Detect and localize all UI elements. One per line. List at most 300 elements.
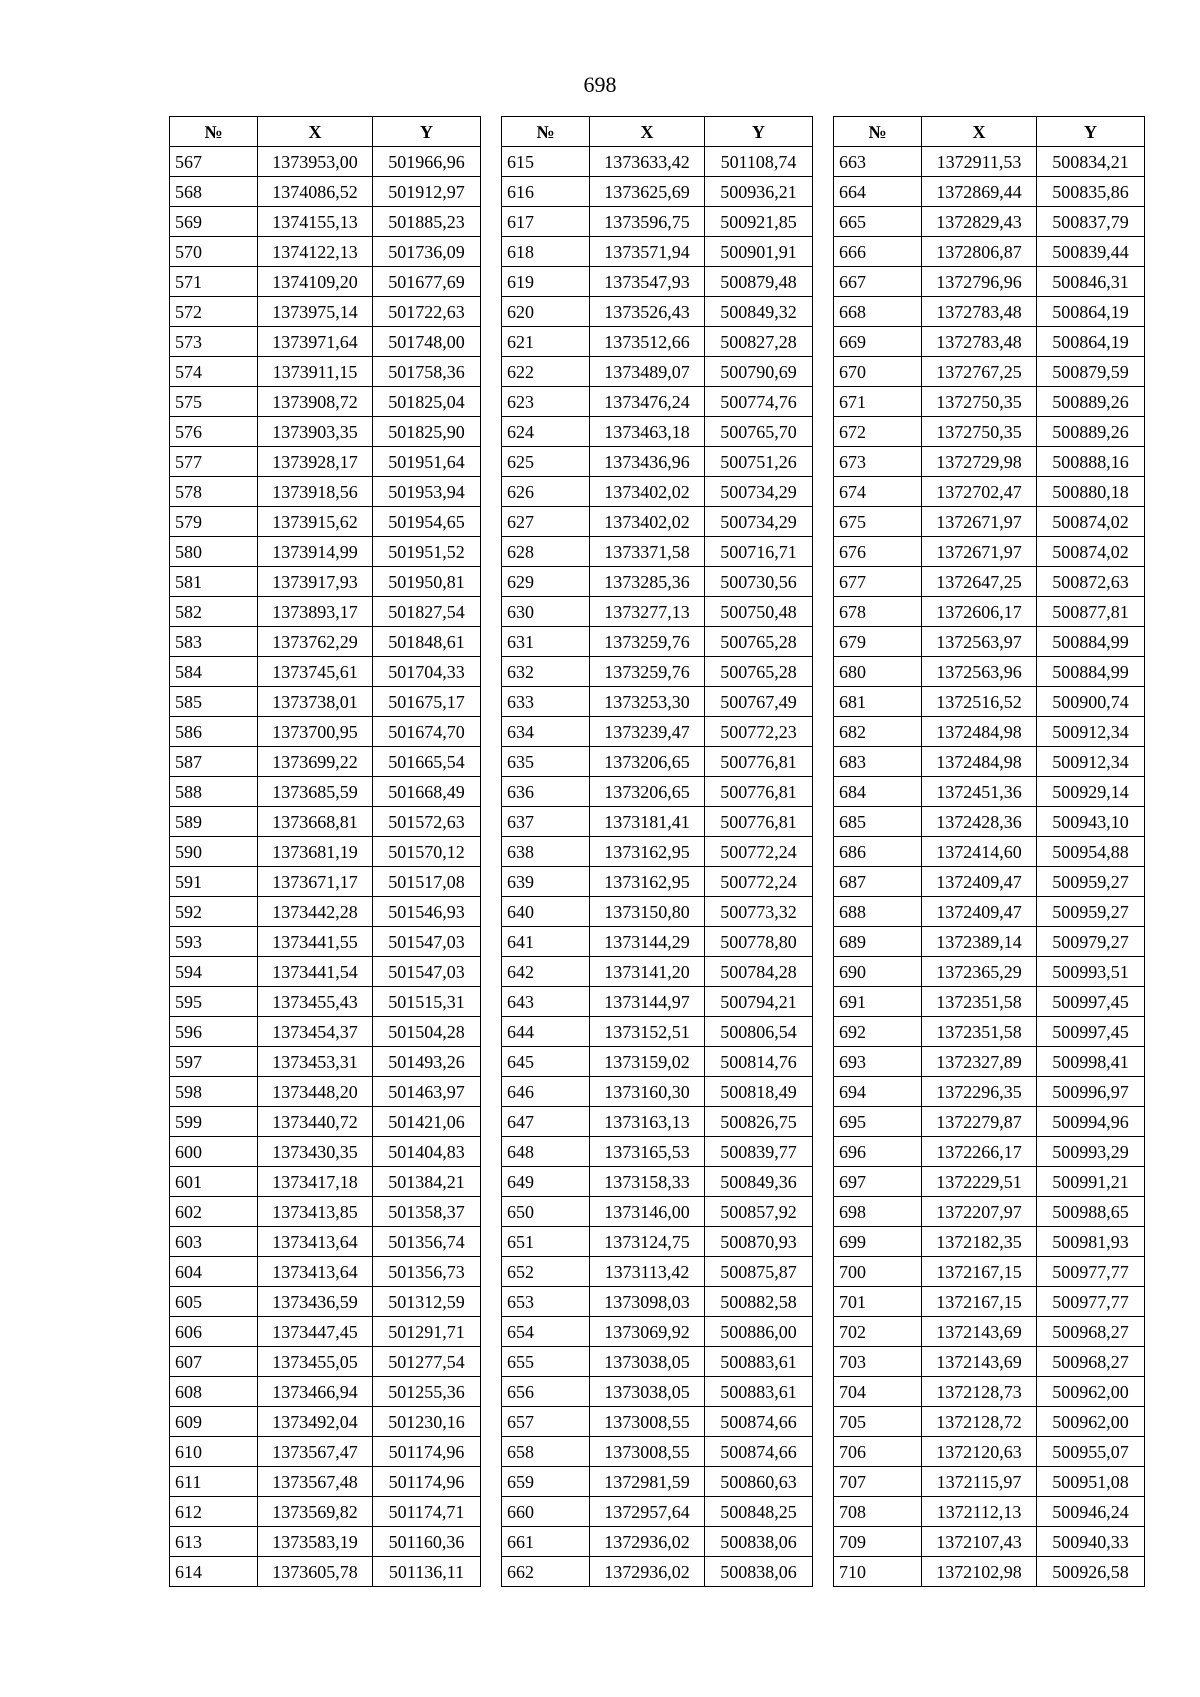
cell-y: 500767,49 xyxy=(705,687,813,717)
cell-num: 586 xyxy=(170,717,258,747)
cell-x: 1373163,13 xyxy=(590,1107,705,1137)
cell-x: 1373914,99 xyxy=(258,537,373,567)
cell-y: 500864,19 xyxy=(1037,327,1145,357)
cell-y: 500994,96 xyxy=(1037,1107,1145,1137)
table-row xyxy=(502,327,813,357)
cell-y: 500901,91 xyxy=(705,237,813,267)
cell-y: 500778,80 xyxy=(705,927,813,957)
table-row xyxy=(170,1347,481,1377)
table-row xyxy=(834,1497,1145,1527)
cell-x: 1372911,53 xyxy=(922,147,1037,177)
cell-x: 1373417,18 xyxy=(258,1167,373,1197)
cell-y: 500900,74 xyxy=(1037,687,1145,717)
cell-y: 501108,74 xyxy=(705,147,813,177)
cell-x: 1373371,58 xyxy=(590,537,705,567)
cell-num: 686 xyxy=(834,837,922,867)
table-row xyxy=(170,447,481,477)
table-row xyxy=(170,747,481,777)
cell-y: 500998,41 xyxy=(1037,1047,1145,1077)
cell-x: 1373915,62 xyxy=(258,507,373,537)
cell-y: 500790,69 xyxy=(705,357,813,387)
cell-y: 500814,76 xyxy=(705,1047,813,1077)
cell-x: 1372296,35 xyxy=(922,1077,1037,1107)
cell-x: 1372409,47 xyxy=(922,867,1037,897)
cell-x: 1372516,52 xyxy=(922,687,1037,717)
table-row xyxy=(502,1527,813,1557)
cell-y: 500751,26 xyxy=(705,447,813,477)
cell-num: 642 xyxy=(502,957,590,987)
table-row xyxy=(170,1167,481,1197)
cell-y: 500981,93 xyxy=(1037,1227,1145,1257)
cell-x: 1372143,69 xyxy=(922,1347,1037,1377)
cell-x: 1372115,97 xyxy=(922,1467,1037,1497)
cell-num: 574 xyxy=(170,357,258,387)
table-row xyxy=(502,1437,813,1467)
cell-y: 500776,81 xyxy=(705,777,813,807)
cell-x: 1373512,66 xyxy=(590,327,705,357)
cell-num: 596 xyxy=(170,1017,258,1047)
cell-y: 500993,29 xyxy=(1037,1137,1145,1167)
table-row xyxy=(834,627,1145,657)
cell-x: 1373699,22 xyxy=(258,747,373,777)
cell-y: 500959,27 xyxy=(1037,897,1145,927)
cell-num: 611 xyxy=(170,1467,258,1497)
cell-x: 1372869,44 xyxy=(922,177,1037,207)
cell-y: 501953,94 xyxy=(373,477,481,507)
cell-num: 605 xyxy=(170,1287,258,1317)
cell-num: 607 xyxy=(170,1347,258,1377)
cell-y: 500839,77 xyxy=(705,1137,813,1167)
cell-y: 500765,28 xyxy=(705,657,813,687)
cell-num: 677 xyxy=(834,567,922,597)
cell-y: 500879,48 xyxy=(705,267,813,297)
table-row xyxy=(834,387,1145,417)
cell-y: 500884,99 xyxy=(1037,627,1145,657)
cell-num: 651 xyxy=(502,1227,590,1257)
cell-x: 1372750,35 xyxy=(922,417,1037,447)
cell-x: 1373277,13 xyxy=(590,597,705,627)
cell-x: 1372750,35 xyxy=(922,387,1037,417)
cell-x: 1373146,00 xyxy=(590,1197,705,1227)
cell-x: 1373633,42 xyxy=(590,147,705,177)
cell-num: 591 xyxy=(170,867,258,897)
cell-y: 501515,31 xyxy=(373,987,481,1017)
cell-num: 579 xyxy=(170,507,258,537)
cell-y: 501384,21 xyxy=(373,1167,481,1197)
cell-num: 682 xyxy=(834,717,922,747)
cell-y: 501736,09 xyxy=(373,237,481,267)
cell-x: 1373162,95 xyxy=(590,867,705,897)
cell-y: 500874,02 xyxy=(1037,537,1145,567)
cell-x: 1373466,94 xyxy=(258,1377,373,1407)
cell-y: 501848,61 xyxy=(373,627,481,657)
cell-x: 1372796,96 xyxy=(922,267,1037,297)
table-row xyxy=(170,1287,481,1317)
cell-y: 500996,97 xyxy=(1037,1077,1145,1107)
cell-y: 500774,76 xyxy=(705,387,813,417)
cell-x: 1373413,64 xyxy=(258,1227,373,1257)
table-row xyxy=(170,537,481,567)
cell-num: 658 xyxy=(502,1437,590,1467)
cell-y: 501704,33 xyxy=(373,657,481,687)
coordinate-table-2 xyxy=(501,116,813,1587)
table-row xyxy=(834,1527,1145,1557)
cell-y: 500886,00 xyxy=(705,1317,813,1347)
cell-num: 690 xyxy=(834,957,922,987)
table-row xyxy=(502,807,813,837)
cell-x: 1373160,30 xyxy=(590,1077,705,1107)
cell-num: 656 xyxy=(502,1377,590,1407)
cell-num: 647 xyxy=(502,1107,590,1137)
cell-x: 1373008,55 xyxy=(590,1437,705,1467)
cell-y: 501758,36 xyxy=(373,357,481,387)
cell-x: 1373453,31 xyxy=(258,1047,373,1077)
cell-x: 1373605,78 xyxy=(258,1557,373,1587)
cell-num: 606 xyxy=(170,1317,258,1347)
cell-y: 501404,83 xyxy=(373,1137,481,1167)
cell-y: 500968,27 xyxy=(1037,1317,1145,1347)
table-row xyxy=(502,357,813,387)
cell-num: 662 xyxy=(502,1557,590,1587)
cell-x: 1372229,51 xyxy=(922,1167,1037,1197)
cell-x: 1373152,51 xyxy=(590,1017,705,1047)
table-row xyxy=(170,717,481,747)
cell-x: 1372112,13 xyxy=(922,1497,1037,1527)
table-row xyxy=(170,837,481,867)
table-row xyxy=(502,1227,813,1257)
table-row xyxy=(170,1227,481,1257)
cell-x: 1372167,15 xyxy=(922,1257,1037,1287)
table-row xyxy=(834,177,1145,207)
table-row xyxy=(170,597,481,627)
table-row xyxy=(502,1167,813,1197)
table-row xyxy=(170,477,481,507)
cell-num: 643 xyxy=(502,987,590,1017)
table-row xyxy=(834,447,1145,477)
cell-x: 1372143,69 xyxy=(922,1317,1037,1347)
cell-y: 500734,29 xyxy=(705,477,813,507)
cell-num: 671 xyxy=(834,387,922,417)
table-row xyxy=(502,1047,813,1077)
cell-y: 500772,24 xyxy=(705,867,813,897)
table-row xyxy=(502,1467,813,1497)
cell-x: 1373918,56 xyxy=(258,477,373,507)
cell-x: 1373685,59 xyxy=(258,777,373,807)
table-row xyxy=(170,177,481,207)
table-row xyxy=(834,1047,1145,1077)
cell-y: 500765,70 xyxy=(705,417,813,447)
cell-num: 629 xyxy=(502,567,590,597)
table-row xyxy=(834,147,1145,177)
cell-y: 501954,65 xyxy=(373,507,481,537)
cell-num: 701 xyxy=(834,1287,922,1317)
cell-num: 582 xyxy=(170,597,258,627)
table-row xyxy=(170,1137,481,1167)
table-row xyxy=(170,1437,481,1467)
cell-num: 685 xyxy=(834,807,922,837)
table-row xyxy=(502,597,813,627)
cell-y: 500806,54 xyxy=(705,1017,813,1047)
cell-y: 500883,61 xyxy=(705,1347,813,1377)
table-row xyxy=(834,1347,1145,1377)
cell-x: 1372182,35 xyxy=(922,1227,1037,1257)
table-row xyxy=(170,1047,481,1077)
cell-num: 585 xyxy=(170,687,258,717)
cell-num: 608 xyxy=(170,1377,258,1407)
table-row xyxy=(502,237,813,267)
table-row xyxy=(170,1527,481,1557)
cell-y: 500839,44 xyxy=(1037,237,1145,267)
cell-y: 500838,06 xyxy=(705,1557,813,1587)
cell-num: 661 xyxy=(502,1527,590,1557)
cell-x: 1372414,60 xyxy=(922,837,1037,867)
table-row xyxy=(170,1377,481,1407)
cell-num: 601 xyxy=(170,1167,258,1197)
cell-x: 1374122,13 xyxy=(258,237,373,267)
cell-num: 589 xyxy=(170,807,258,837)
cell-x: 1372389,14 xyxy=(922,927,1037,957)
cell-y: 500921,85 xyxy=(705,207,813,237)
cell-num: 709 xyxy=(834,1527,922,1557)
cell-num: 573 xyxy=(170,327,258,357)
table-row xyxy=(502,537,813,567)
cell-x: 1373441,55 xyxy=(258,927,373,957)
cell-y: 501885,23 xyxy=(373,207,481,237)
cell-num: 584 xyxy=(170,657,258,687)
cell-num: 637 xyxy=(502,807,590,837)
table-row xyxy=(170,1017,481,1047)
cell-x: 1374109,20 xyxy=(258,267,373,297)
cell-y: 500716,71 xyxy=(705,537,813,567)
cell-y: 501255,36 xyxy=(373,1377,481,1407)
cell-num: 619 xyxy=(502,267,590,297)
table-row xyxy=(834,657,1145,687)
cell-num: 644 xyxy=(502,1017,590,1047)
cell-num: 602 xyxy=(170,1197,258,1227)
table-row xyxy=(502,1497,813,1527)
table-row xyxy=(170,1107,481,1137)
cell-num: 655 xyxy=(502,1347,590,1377)
table-row xyxy=(502,147,813,177)
table-row xyxy=(502,1137,813,1167)
table-row xyxy=(834,297,1145,327)
cell-num: 699 xyxy=(834,1227,922,1257)
cell-x: 1372783,48 xyxy=(922,297,1037,327)
header-x: X xyxy=(590,117,705,147)
cell-x: 1373402,02 xyxy=(590,477,705,507)
cell-y: 500784,28 xyxy=(705,957,813,987)
cell-x: 1372702,47 xyxy=(922,477,1037,507)
cell-x: 1372783,48 xyxy=(922,327,1037,357)
table-row xyxy=(834,1227,1145,1257)
table-row xyxy=(834,357,1145,387)
cell-num: 617 xyxy=(502,207,590,237)
cell-x: 1373454,37 xyxy=(258,1017,373,1047)
table-header-row xyxy=(834,117,1145,147)
cell-x: 1372829,43 xyxy=(922,207,1037,237)
cell-num: 578 xyxy=(170,477,258,507)
table-row xyxy=(834,477,1145,507)
table-row xyxy=(170,507,481,537)
table-row xyxy=(834,267,1145,297)
table-row xyxy=(502,957,813,987)
cell-num: 587 xyxy=(170,747,258,777)
cell-num: 679 xyxy=(834,627,922,657)
table-row xyxy=(170,147,481,177)
table-row xyxy=(502,1017,813,1047)
cell-num: 665 xyxy=(834,207,922,237)
cell-num: 622 xyxy=(502,357,590,387)
cell-y: 500888,16 xyxy=(1037,447,1145,477)
table-row xyxy=(170,1317,481,1347)
cell-num: 594 xyxy=(170,957,258,987)
cell-y: 500940,33 xyxy=(1037,1527,1145,1557)
cell-num: 630 xyxy=(502,597,590,627)
cell-y: 501722,63 xyxy=(373,297,481,327)
header-y: Y xyxy=(1037,117,1145,147)
cell-x: 1373008,55 xyxy=(590,1407,705,1437)
cell-num: 575 xyxy=(170,387,258,417)
cell-y: 500837,79 xyxy=(1037,207,1145,237)
table-row xyxy=(834,1197,1145,1227)
cell-num: 708 xyxy=(834,1497,922,1527)
cell-y: 500951,08 xyxy=(1037,1467,1145,1497)
cell-y: 501463,97 xyxy=(373,1077,481,1107)
table-row xyxy=(834,837,1145,867)
cell-x: 1373571,94 xyxy=(590,237,705,267)
cell-num: 599 xyxy=(170,1107,258,1137)
cell-num: 603 xyxy=(170,1227,258,1257)
cell-y: 501825,90 xyxy=(373,417,481,447)
cell-y: 501160,36 xyxy=(373,1527,481,1557)
cell-x: 1373567,48 xyxy=(258,1467,373,1497)
table-row xyxy=(170,567,481,597)
cell-x: 1373402,02 xyxy=(590,507,705,537)
cell-x: 1373971,64 xyxy=(258,327,373,357)
table-row xyxy=(502,897,813,927)
cell-num: 660 xyxy=(502,1497,590,1527)
table-row xyxy=(834,777,1145,807)
cell-num: 657 xyxy=(502,1407,590,1437)
table-row xyxy=(502,837,813,867)
cell-y: 501277,54 xyxy=(373,1347,481,1377)
table-row xyxy=(834,1137,1145,1167)
cell-x: 1372484,98 xyxy=(922,747,1037,777)
cell-x: 1373455,05 xyxy=(258,1347,373,1377)
cell-num: 687 xyxy=(834,867,922,897)
cell-num: 649 xyxy=(502,1167,590,1197)
cell-x: 1373181,41 xyxy=(590,807,705,837)
cell-x: 1372563,96 xyxy=(922,657,1037,687)
table-row xyxy=(834,1557,1145,1587)
coordinate-tables xyxy=(169,116,1145,1587)
table-row xyxy=(502,867,813,897)
cell-x: 1372563,97 xyxy=(922,627,1037,657)
cell-num: 702 xyxy=(834,1317,922,1347)
cell-num: 670 xyxy=(834,357,922,387)
cell-num: 669 xyxy=(834,327,922,357)
table-row xyxy=(170,897,481,927)
table-row xyxy=(502,507,813,537)
header-num: № xyxy=(170,117,258,147)
cell-num: 683 xyxy=(834,747,922,777)
cell-x: 1374155,13 xyxy=(258,207,373,237)
cell-y: 501677,69 xyxy=(373,267,481,297)
cell-num: 664 xyxy=(834,177,922,207)
table-row xyxy=(502,1347,813,1377)
cell-x: 1373975,14 xyxy=(258,297,373,327)
cell-num: 692 xyxy=(834,1017,922,1047)
cell-x: 1373700,95 xyxy=(258,717,373,747)
cell-y: 500968,27 xyxy=(1037,1347,1145,1377)
cell-x: 1373239,47 xyxy=(590,717,705,747)
table-row xyxy=(170,1557,481,1587)
cell-num: 618 xyxy=(502,237,590,267)
cell-num: 688 xyxy=(834,897,922,927)
table-row xyxy=(170,207,481,237)
cell-num: 609 xyxy=(170,1407,258,1437)
table-row xyxy=(170,987,481,1017)
table-row xyxy=(170,1467,481,1497)
cell-x: 1373953,00 xyxy=(258,147,373,177)
table-row xyxy=(502,1077,813,1107)
cell-y: 500883,61 xyxy=(705,1377,813,1407)
cell-num: 676 xyxy=(834,537,922,567)
table-row xyxy=(502,297,813,327)
cell-num: 600 xyxy=(170,1137,258,1167)
cell-x: 1372279,87 xyxy=(922,1107,1037,1137)
table-row xyxy=(170,807,481,837)
cell-y: 501356,73 xyxy=(373,1257,481,1287)
cell-num: 672 xyxy=(834,417,922,447)
header-x: X xyxy=(258,117,373,147)
cell-y: 500929,14 xyxy=(1037,777,1145,807)
cell-y: 501572,63 xyxy=(373,807,481,837)
table-row xyxy=(170,1407,481,1437)
cell-num: 624 xyxy=(502,417,590,447)
cell-y: 501493,26 xyxy=(373,1047,481,1077)
cell-num: 623 xyxy=(502,387,590,417)
cell-num: 567 xyxy=(170,147,258,177)
table-row xyxy=(834,207,1145,237)
cell-x: 1372365,29 xyxy=(922,957,1037,987)
cell-x: 1373917,93 xyxy=(258,567,373,597)
cell-y: 500874,66 xyxy=(705,1407,813,1437)
cell-num: 610 xyxy=(170,1437,258,1467)
table-row xyxy=(502,1407,813,1437)
cell-num: 635 xyxy=(502,747,590,777)
table-row xyxy=(170,1257,481,1287)
cell-y: 500877,81 xyxy=(1037,597,1145,627)
cell-x: 1373569,82 xyxy=(258,1497,373,1527)
cell-x: 1373253,30 xyxy=(590,687,705,717)
cell-num: 641 xyxy=(502,927,590,957)
table-row xyxy=(834,507,1145,537)
table-row xyxy=(834,1257,1145,1287)
cell-x: 1373455,43 xyxy=(258,987,373,1017)
cell-x: 1373738,01 xyxy=(258,687,373,717)
cell-num: 705 xyxy=(834,1407,922,1437)
cell-x: 1372409,47 xyxy=(922,897,1037,927)
cell-y: 500889,26 xyxy=(1037,387,1145,417)
table-row xyxy=(834,807,1145,837)
cell-num: 616 xyxy=(502,177,590,207)
cell-x: 1373413,64 xyxy=(258,1257,373,1287)
cell-num: 698 xyxy=(834,1197,922,1227)
cell-x: 1372128,72 xyxy=(922,1407,1037,1437)
cell-y: 500889,26 xyxy=(1037,417,1145,447)
cell-num: 645 xyxy=(502,1047,590,1077)
